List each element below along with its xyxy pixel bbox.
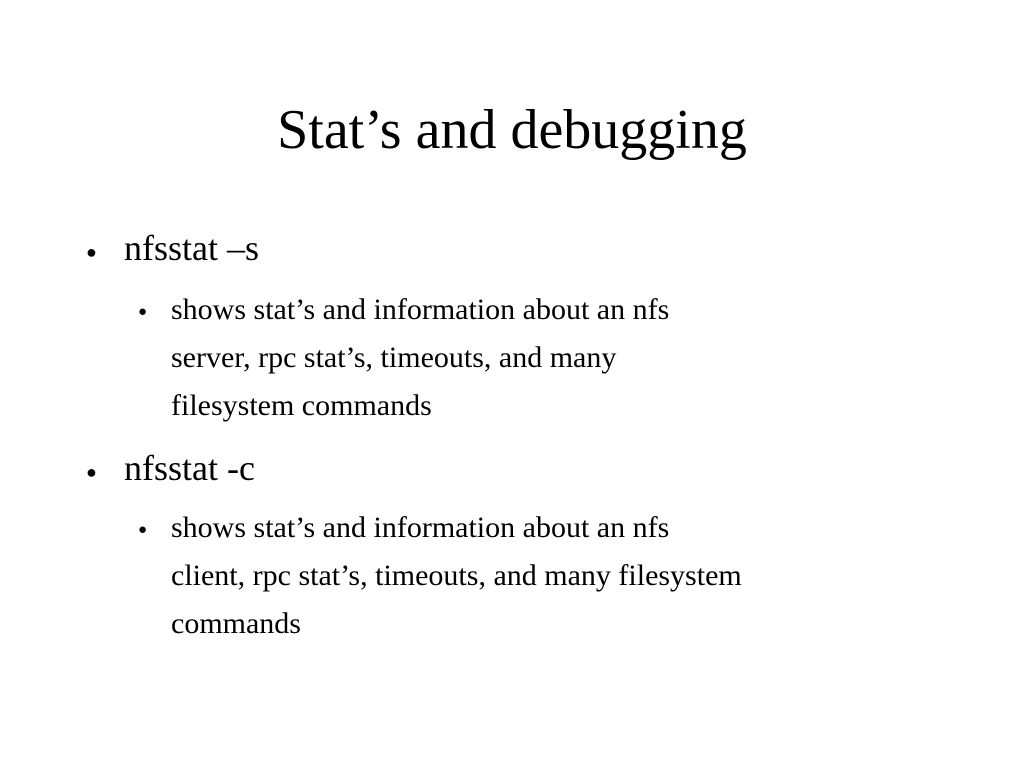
sub-bullet-icon: ● [138,522,148,538]
bullet-icon: ● [86,462,97,482]
bullet-text: nfsstat -c [124,448,255,488]
text-line: filesystem commands [171,389,432,422]
sub-bullet-icon: ● [138,304,148,320]
text-line: client, rpc stat’s, timeouts, and many filesystem [171,559,742,592]
slide-title: Stat’s and debugging [277,99,747,161]
text-line: shows stat’s and information about an nfs [171,293,670,326]
sub-bullet-text [171,286,961,430]
bullet-text: nfsstat –s [124,228,259,268]
text-line: server, rpc stat’s, timeouts, and many [171,341,617,374]
bullet-icon: ● [86,242,97,262]
sub-bullet-text [171,504,961,648]
text-line: commands [171,607,301,640]
text-line: shows stat’s and information about an nfs [171,511,670,544]
